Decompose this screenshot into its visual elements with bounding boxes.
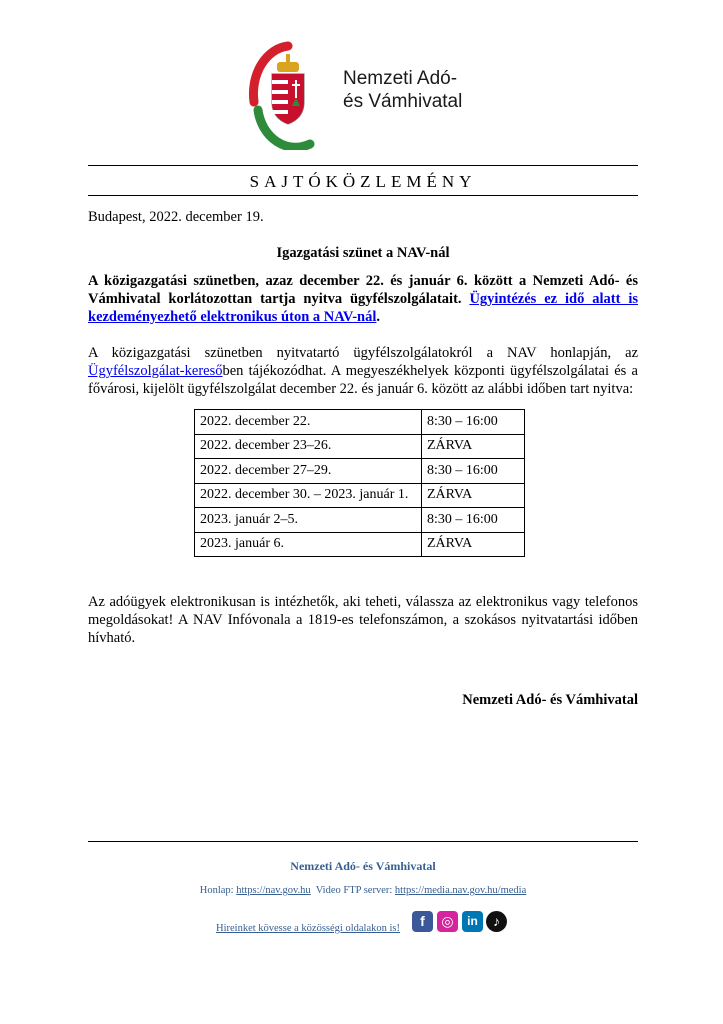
facebook-icon[interactable]: f [412, 911, 433, 932]
homepage-label: Honlap: [199, 885, 237, 896]
schedule-row [195, 508, 525, 533]
schedule-row [195, 532, 525, 557]
schedule-hours: 8:30 – 16:00 [422, 508, 525, 533]
footer-org-name: Nemzeti Adó- és Vámhivatal [290, 859, 436, 873]
schedule-hours: ZÁRVA [422, 434, 525, 459]
title-bottom-rule [88, 195, 638, 196]
release-heading: Igazgatási szünet a NAV-nál [276, 245, 450, 261]
schedule-hours: ZÁRVA [422, 532, 525, 557]
electronic-service-link[interactable]: Ügyintézés ez idő alatt is kezdeményezhető elektronikus úton a NAV-nál [88, 291, 638, 325]
schedule-date: 2022. december 22. [195, 410, 422, 435]
homepage-link[interactable]: https://nav.gov.hu [236, 885, 311, 896]
p2-part2: ben tájékozódhat. A megyeszékhelyek központi ügyfélszolgálatai és a fővárosi, kijelölt ügyfélszolgálat december 22. és január 6. között az alábbi időben tart nyitva: [88, 363, 638, 397]
schedule-date: 2023. január 6. [195, 532, 422, 557]
lead-end: . [376, 309, 381, 325]
linkedin-icon[interactable]: in [462, 911, 483, 932]
nav-logo [248, 40, 328, 150]
org-name-line2: és Vámhivatal [343, 91, 463, 112]
schedule-hours: 8:30 – 16:00 [422, 459, 525, 484]
schedule-date: 2022. december 23–26. [195, 434, 422, 459]
schedule-row [195, 434, 525, 459]
schedule-date: 2022. december 27–29. [195, 459, 422, 484]
p2-part1: A közigazgatási szünetben nyitvatartó ügyfélszolgálatokról a NAV honlapján, az [88, 345, 638, 361]
schedule-hours: ZÁRVA [422, 483, 525, 508]
schedule-row [195, 410, 525, 435]
lead-text: A közigazgatási szünetben, azaz december 22. és január 6. között a Nemzeti Adó- és Vámhivatal korlátozottan tartja nyitva ügyfélszolgálatait. [88, 273, 638, 307]
lead-paragraph [88, 272, 638, 326]
press-release-title: SAJTÓKÖZLEMÉNY [249, 172, 477, 191]
follow-social-link[interactable]: Hireinket kövesse a közösségi oldalakon is! [216, 923, 400, 934]
paragraph-electronic-options: Az adóügyek elektronikusan is intézhetők, aki teheti, válassza az elektronikus vagy telefonos megoldásokat! A NAV Infóvonala a 1819-es telefonszámon, a szokásos nyitvatartási időben hívható. [88, 594, 638, 646]
schedule-hours: 8:30 – 16:00 [422, 410, 525, 435]
paragraph-opening-info [88, 344, 638, 398]
footer-links [88, 885, 638, 896]
ftp-link[interactable]: https://media.nav.gov.hu/media [394, 885, 527, 896]
signature: Nemzeti Adó- és Vámhivatal [462, 692, 638, 708]
instagram-icon[interactable]: ◎ [437, 911, 458, 932]
footer-rule [88, 841, 638, 842]
schedule-row [195, 483, 525, 508]
customer-service-finder-link[interactable]: Ügyfélszolgálat-kereső [88, 363, 223, 379]
opening-hours-table [194, 409, 525, 557]
org-name-logo-text [343, 67, 462, 113]
schedule-row [195, 459, 525, 484]
schedule-date: 2022. december 30. – 2023. január 1. [195, 483, 422, 508]
title-top-rule [88, 165, 638, 166]
schedule-date: 2023. január 2–5. [195, 508, 422, 533]
ftp-label: Video FTP server: [310, 885, 395, 896]
release-date: Budapest, 2022. december 19. [88, 209, 264, 225]
tiktok-icon[interactable]: ♪ [486, 911, 507, 932]
org-name-line1: Nemzeti Adó- [343, 68, 458, 89]
